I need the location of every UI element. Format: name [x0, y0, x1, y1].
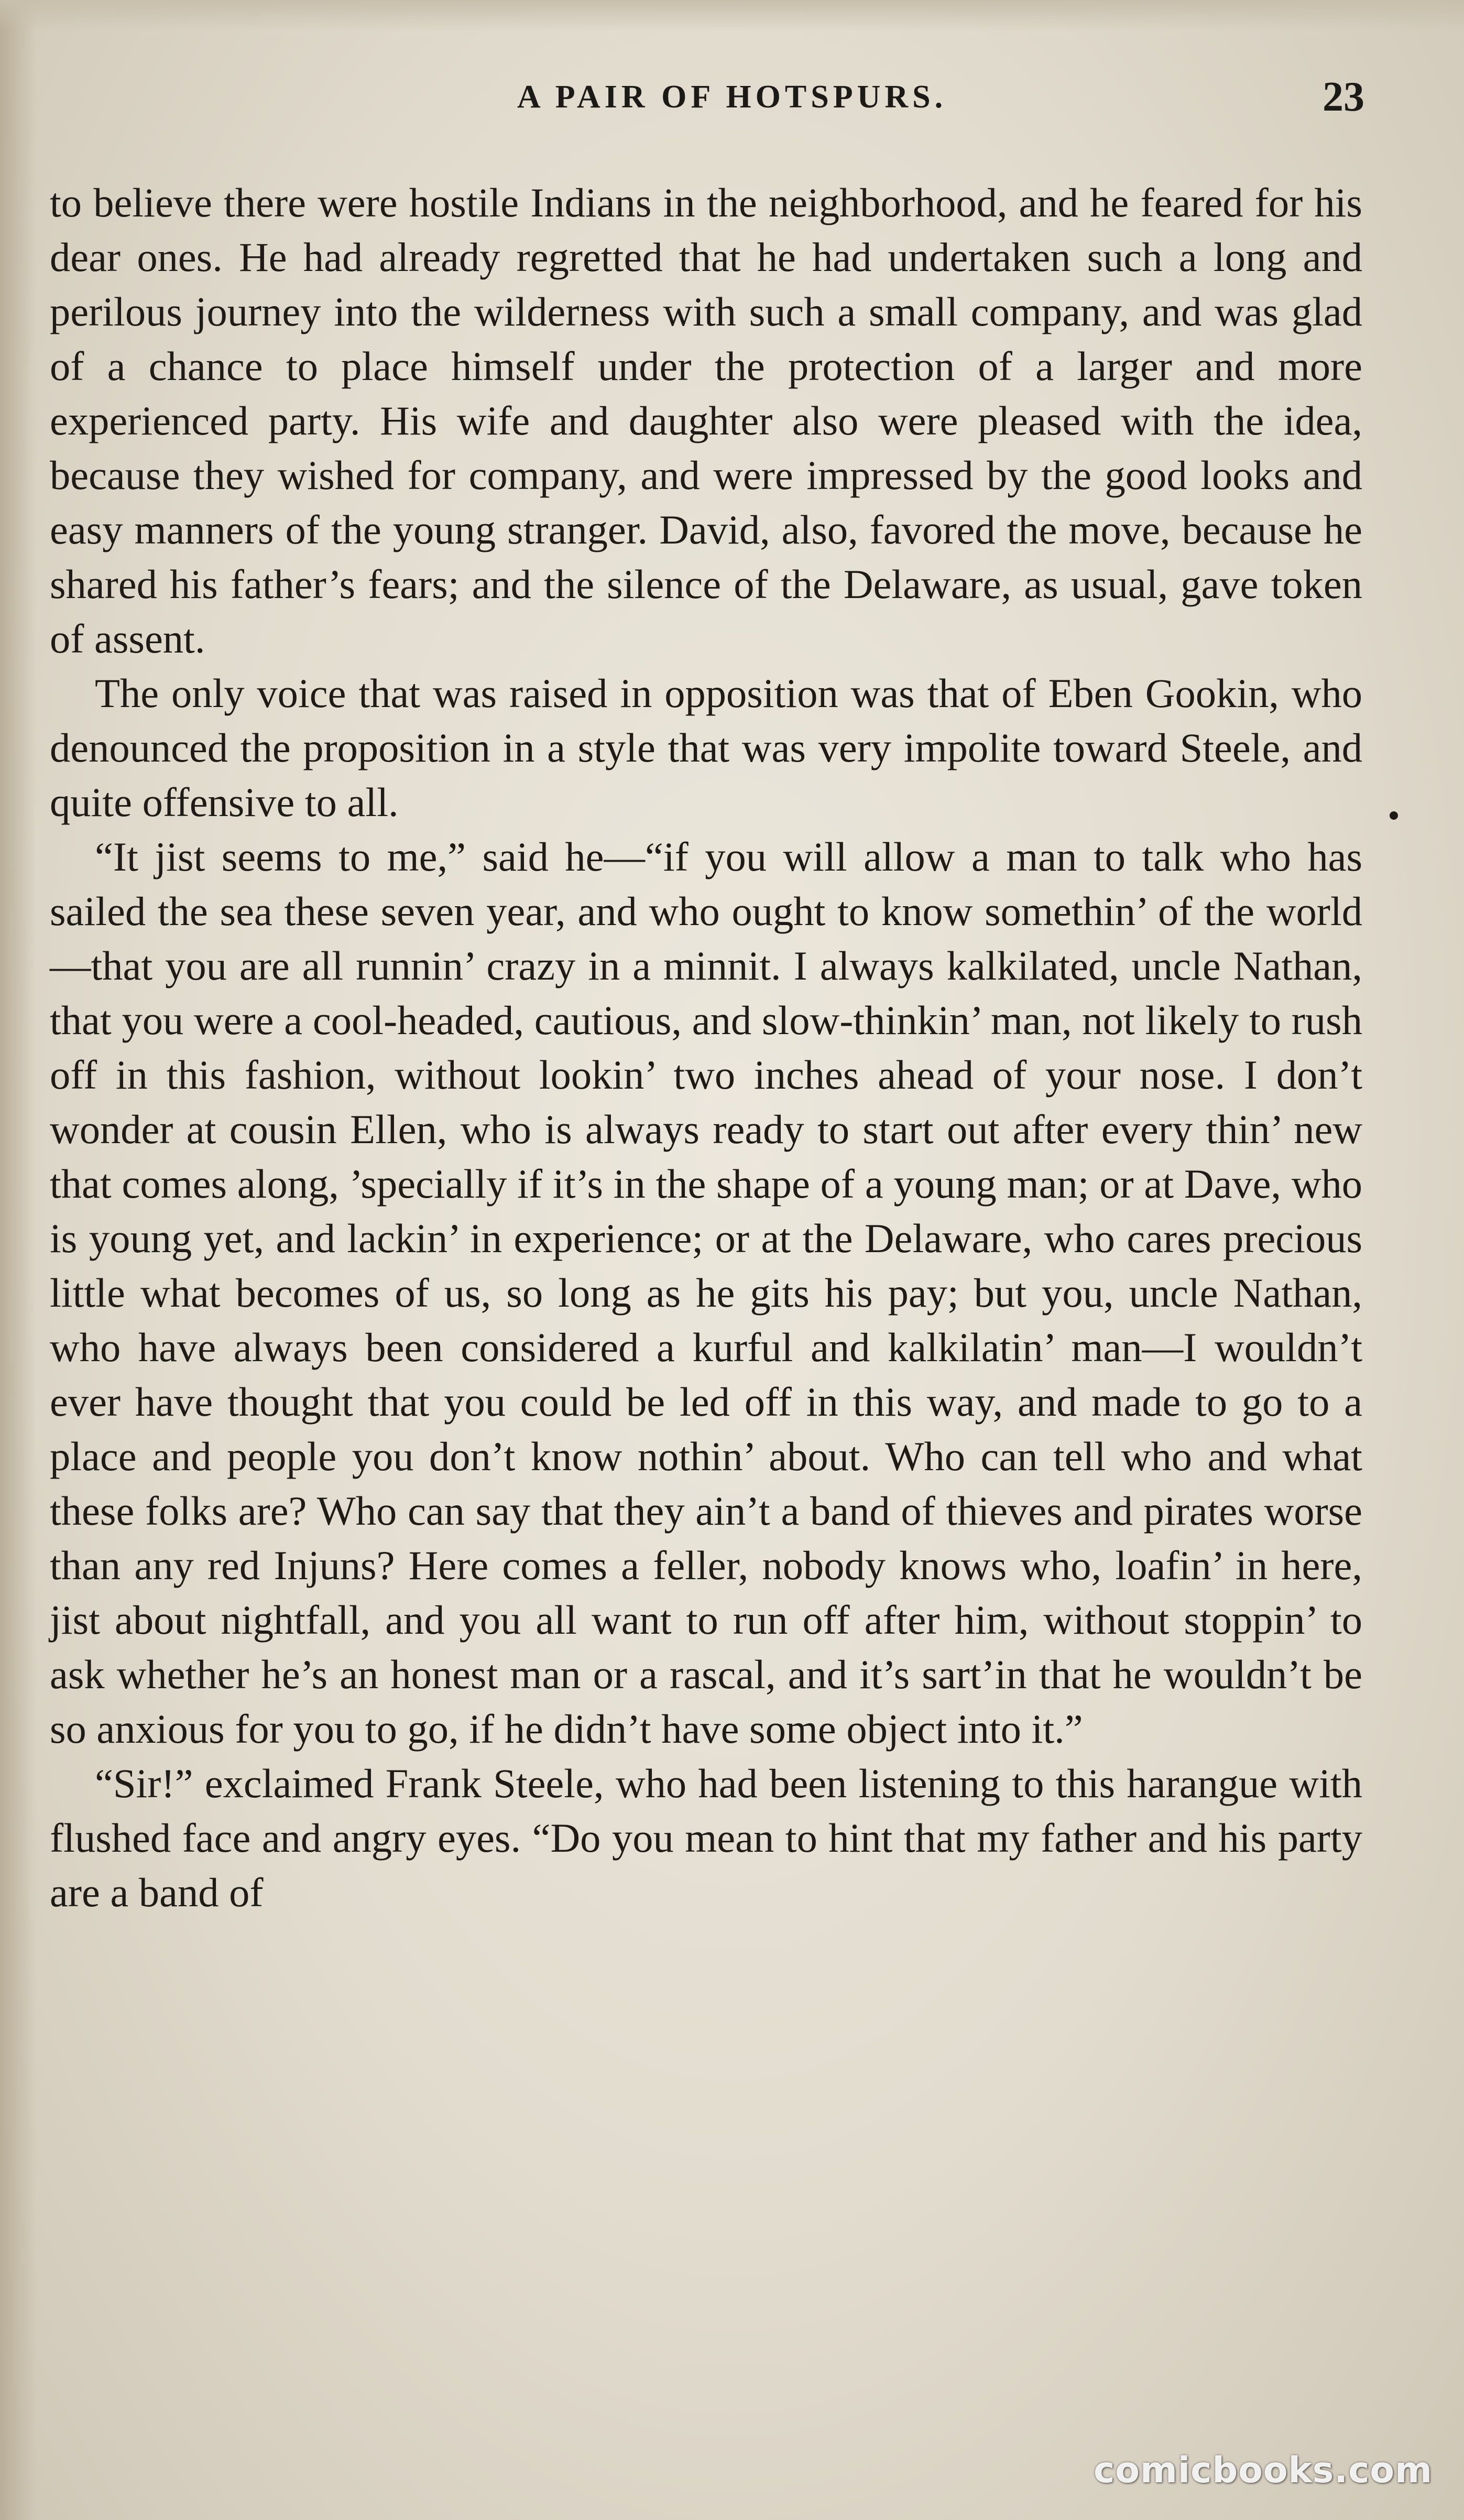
body-text — [50, 176, 1362, 1920]
paragraph-eben-speech: “It jist seems to me,” said he—“if you will allow a man to talk who has sailed the sea these seven year, and who ought to know somethin’ of the world—that you are all runnin’ crazy in a minnit. I always kalkilated, uncle Nathan, that you were a cool-headed, cautious, and slow-thinkin’ man, not likely to rush off in this fashion, without lookin’ two inches ahead of your nose. I don’t wonder at cousin Ellen, who is always ready to start out after every thin’ new that comes along, ’specially if it’s in the shape of a young man; or at Dave, who is young yet, and lackin’ in experience; or at the Delaware, who cares precious little what becomes of us, so long as he gits his pay; but you, uncle Nathan, who have always been considered a kurful and kalkilatin’ man—I wouldn’t ever have thought that you could be led off in this way, and made to go to a place and people you don’t know nothin’ about. Who can tell who and what these folks are? Who can say that they ain’t a band of thieves and pirates worse than any red Injuns? Here comes a feller, nobody knows who, loafin’ in here, jist about nightfall, and you all want to run off after him, without stoppin’ to ask whether he’s an honest man or a rascal, and it’s sart’in that he wouldn’t be so anxious for you to go, if he didn’t have some object into it.” — [50, 834, 1362, 1752]
paragraph-frank-reply: “Sir!” exclaimed Frank Steele, who had been listening to this harangue with flushed face and angry eyes. “Do you mean to hint that my father and his party are a band of — [50, 1761, 1362, 1915]
running-header — [0, 74, 1464, 126]
watermark: comicbooks.com — [1093, 2450, 1433, 2491]
running-title: A PAIR OF HOTSPURS. — [517, 79, 947, 115]
page-shadow-top — [0, 0, 1464, 31]
margin-mark — [1390, 811, 1398, 820]
paragraph-opposition: The only voice that was raised in opposition was that of Eben Gookin, who denounced the proposition in a style that was very impolite toward Steele, and quite offensive to all. — [50, 670, 1362, 825]
paragraph-continuation: to believe there were hostile Indians in the neighborhood, and he feared for his dear ones. He had already regretted that he had undertaken such a long and perilous journey into the wilderness with such a small company, and was glad of a chance to place himself under the protection of a larger and more experienced party. His wife and daughter also were pleased with the idea, because they wished for company, and were impressed by the good looks and easy manners of the young stranger. David, also, favored the move, because he shared his father’s fears; and the silence of the Delaware, as usual, gave token of assent. — [50, 180, 1362, 661]
page-shadow-left — [0, 0, 37, 2520]
page-number: 23 — [1323, 74, 1364, 120]
